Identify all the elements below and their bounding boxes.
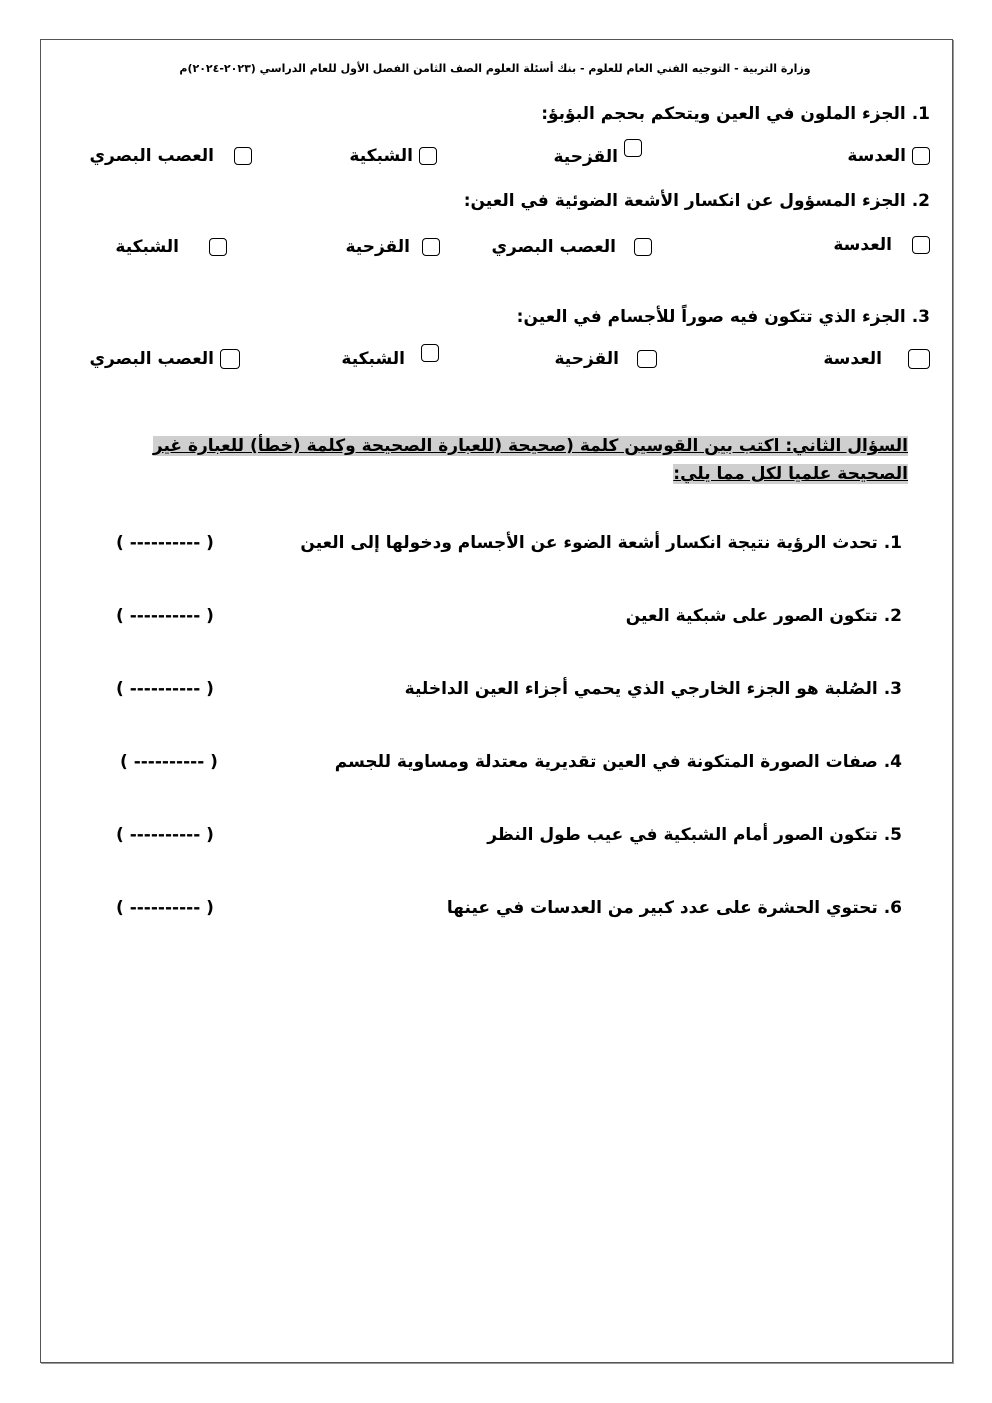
statement-number: 2. xyxy=(883,606,902,626)
mcq-1-option-4[interactable] xyxy=(89,146,252,166)
option-label: القزحية xyxy=(553,147,618,167)
checkbox[interactable] xyxy=(624,139,642,157)
option-label: العصب البصري xyxy=(491,237,616,257)
statement-text: تتكون الصور على شبكية العين xyxy=(625,606,878,626)
checkbox[interactable] xyxy=(209,238,227,256)
tf-statement-5 xyxy=(487,825,902,845)
statement-text: تحدث الرؤية نتيجة انكسار أشعة الضوء عن الأجسام ودخولها إلى العين xyxy=(300,533,878,553)
mcq-3-option-3[interactable] xyxy=(341,345,439,369)
option-label: العصب البصري xyxy=(89,349,214,369)
mcq-3-option-1[interactable] xyxy=(823,349,930,369)
checkbox[interactable] xyxy=(912,147,930,165)
mcq-3-option-4[interactable] xyxy=(89,349,240,369)
checkbox[interactable] xyxy=(419,147,437,165)
statement-number: 4. xyxy=(883,752,902,772)
tf-statement-2 xyxy=(626,606,902,626)
statement-number: 1. xyxy=(883,533,902,553)
mcq-2-option-4[interactable] xyxy=(115,237,227,257)
mcq-question-1 xyxy=(541,104,930,124)
section-2-title xyxy=(90,432,908,488)
statement-text: صفات الصورة المتكونة في العين تقديرية معتدلة ومساوية للجسم xyxy=(334,752,878,772)
tf-answer-blank-5[interactable]: ( ---------- ) xyxy=(116,825,214,845)
option-label: الشبكية xyxy=(341,349,405,369)
statement-text: الصُلبة هو الجزء الخارجي الذي يحمي أجزاء العين الداخلية xyxy=(404,679,878,699)
mcq-question-2 xyxy=(464,191,930,211)
option-label: الشبكية xyxy=(349,146,413,166)
checkbox[interactable] xyxy=(220,349,240,369)
statement-number: 5. xyxy=(883,825,902,845)
tf-answer-blank-3[interactable]: ( ---------- ) xyxy=(116,679,214,699)
checkbox[interactable] xyxy=(912,236,930,254)
tf-statement-1 xyxy=(300,533,902,553)
mcq-2-option-1[interactable] xyxy=(833,235,930,255)
tf-answer-blank-1[interactable]: ( ---------- ) xyxy=(116,533,214,553)
mcq-1-option-1[interactable] xyxy=(847,146,930,166)
option-label: العدسة xyxy=(833,235,892,255)
statement-number: 3. xyxy=(883,679,902,699)
question-text: الجزء الذي تتكون فيه صوراً للأجسام في العين: xyxy=(516,307,906,327)
tf-statement-4 xyxy=(335,752,902,772)
checkbox[interactable] xyxy=(637,350,657,368)
option-label: القزحية xyxy=(554,349,619,369)
option-label: العصب البصري xyxy=(89,146,214,166)
question-text: الجزء الملون في العين ويتحكم بحجم البؤبؤ: xyxy=(541,104,906,124)
statement-text: تحتوي الحشرة على عدد كبير من العدسات في عينها xyxy=(446,898,878,918)
tf-answer-blank-2[interactable]: ( ---------- ) xyxy=(116,606,214,626)
tf-statement-6 xyxy=(447,898,902,918)
mcq-3-option-2[interactable] xyxy=(554,349,657,369)
mcq-2-option-3[interactable] xyxy=(345,237,440,257)
option-label: العدسة xyxy=(847,146,906,166)
checkbox[interactable] xyxy=(908,349,930,369)
mcq-1-option-3[interactable] xyxy=(349,146,437,166)
page-header: وزارة التربية - التوجيه الفني العام للعلوم - بنك أسئلة العلوم الصف الثامن الفصل الأول للعام الدراسي (٢٠٢٣-٢٠٢٤)م xyxy=(179,62,811,75)
option-label: الشبكية xyxy=(115,237,179,257)
question-number: 3. xyxy=(911,307,930,327)
checkbox[interactable] xyxy=(421,344,439,362)
mcq-2-option-2[interactable] xyxy=(491,237,652,257)
statement-number: 6. xyxy=(883,898,902,918)
checkbox[interactable] xyxy=(234,147,252,165)
question-number: 1. xyxy=(911,104,930,124)
mcq-1-option-2[interactable] xyxy=(553,142,642,167)
tf-answer-blank-6[interactable]: ( ---------- ) xyxy=(116,898,214,918)
section-2-title-text: السؤال الثاني: اكتب بين القوسين كلمة (صحيحة (للعبارة الصحيحة وكلمة (خطأ) للعبارة غير الصحيحة علميا لكل مما يلي: xyxy=(152,436,908,484)
mcq-question-3 xyxy=(517,307,930,327)
checkbox[interactable] xyxy=(634,238,652,256)
tf-answer-blank-4[interactable]: ( ---------- ) xyxy=(120,752,218,772)
option-label: العدسة xyxy=(823,349,882,369)
option-label: القزحية xyxy=(345,237,410,257)
checkbox[interactable] xyxy=(422,238,440,256)
tf-statement-3 xyxy=(405,679,902,699)
question-text: الجزء المسؤول عن انكسار الأشعة الضوئية في العين: xyxy=(463,191,906,211)
statement-text: تتكون الصور أمام الشبكية في عيب طول النظر xyxy=(487,825,878,845)
question-number: 2. xyxy=(911,191,930,211)
